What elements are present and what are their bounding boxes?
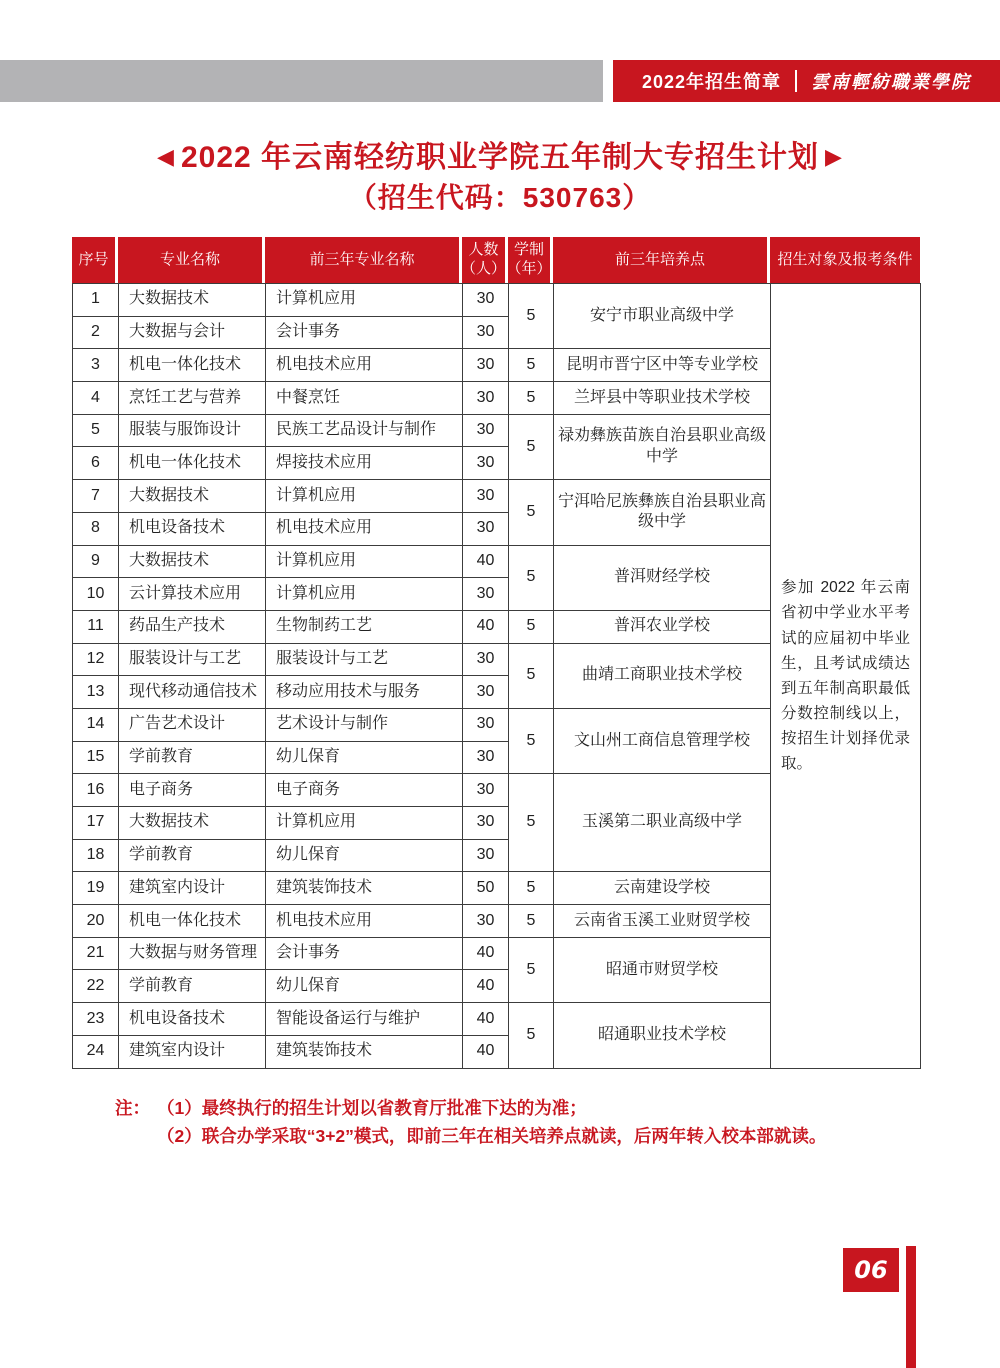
count-cell: 30: [463, 284, 509, 317]
major-cell: 学前教育: [119, 839, 266, 872]
table-row: [73, 284, 921, 317]
count-cell: 30: [463, 349, 509, 382]
major-cell: 机电设备技术: [119, 512, 266, 545]
row-number-cell: 10: [73, 578, 119, 611]
count-cell: 30: [463, 774, 509, 807]
banner-gray-bar: [0, 60, 603, 102]
major-cell: 服装与服饰设计: [119, 414, 266, 447]
years-cell: 5: [509, 349, 554, 382]
training-site-cell: 普洱财经学校: [554, 545, 771, 610]
training-site-cell: 文山州工商信息管理学校: [554, 708, 771, 773]
major-cell: 大数据技术: [119, 284, 266, 317]
pre-major-cell: 幼儿保育: [266, 970, 463, 1003]
training-site-cell: 云南省玉溪工业财贸学校: [554, 905, 771, 938]
pre-major-cell: 计算机应用: [266, 807, 463, 840]
header-training-site: 前三年培养点: [553, 237, 770, 283]
enrollment-plan-table: [72, 237, 920, 1069]
years-cell: 5: [509, 1003, 554, 1068]
training-site-cell: 安宁市职业高级中学: [554, 284, 771, 349]
pre-major-cell: 机电技术应用: [266, 905, 463, 938]
major-cell: 机电一体化技术: [119, 349, 266, 382]
pre-major-cell: 计算机应用: [266, 480, 463, 513]
row-number-cell: 4: [73, 382, 119, 415]
years-cell: 5: [509, 480, 554, 545]
footnote-line-1: （1）最终执行的招生计划以省教育厅批准下达的为准；: [157, 1098, 587, 1118]
header-years: 学制（年）: [508, 237, 553, 283]
years-cell: 5: [509, 610, 554, 643]
count-cell: 30: [463, 643, 509, 676]
page-title-text: 2022 年云南轻纺职业学院五年制大专招生计划: [180, 141, 820, 174]
years-cell: 5: [509, 708, 554, 773]
years-cell: 5: [509, 643, 554, 708]
pre-major-cell: 幼儿保育: [266, 741, 463, 774]
header-pre-major: 前三年专业名称: [265, 237, 462, 283]
count-cell: 30: [463, 316, 509, 349]
major-cell: 大数据与财务管理: [119, 937, 266, 970]
pre-major-cell: 艺术设计与制作: [266, 708, 463, 741]
row-number-cell: 13: [73, 676, 119, 709]
count-cell: 40: [463, 1035, 509, 1068]
pre-major-cell: 计算机应用: [266, 545, 463, 578]
count-cell: 30: [463, 480, 509, 513]
row-number-cell: 7: [73, 480, 119, 513]
row-number-cell: 24: [73, 1035, 119, 1068]
header-major: 专业名称: [118, 237, 265, 283]
major-cell: 现代移动通信技术: [119, 676, 266, 709]
major-cell: 烹饪工艺与营养: [119, 382, 266, 415]
major-cell: 电子商务: [119, 774, 266, 807]
count-cell: 30: [463, 708, 509, 741]
header-admission-requirement: 招生对象及报考条件: [770, 237, 920, 283]
pre-major-cell: 建筑装饰技术: [266, 1035, 463, 1068]
years-cell: 5: [509, 382, 554, 415]
count-cell: 50: [463, 872, 509, 905]
row-number-cell: 15: [73, 741, 119, 774]
page-number-badge: 06: [843, 1248, 899, 1292]
count-cell: 40: [463, 937, 509, 970]
count-cell: 30: [463, 578, 509, 611]
pre-major-cell: 会计事务: [266, 316, 463, 349]
pre-major-cell: 建筑装饰技术: [266, 872, 463, 905]
years-cell: 5: [509, 284, 554, 349]
admission-code-subtitle: （招生代码：530763）: [348, 182, 652, 213]
top-banner: [0, 60, 1000, 102]
pre-major-cell: 中餐烹饪: [266, 382, 463, 415]
table-body: [73, 284, 921, 1069]
row-number-cell: 5: [73, 414, 119, 447]
title-arrow-left-icon: ◀: [157, 144, 175, 169]
major-cell: 学前教育: [119, 970, 266, 1003]
footnotes: [115, 1094, 826, 1150]
pre-major-cell: 机电技术应用: [266, 349, 463, 382]
pre-major-cell: 移动应用技术与服务: [266, 676, 463, 709]
major-cell: 大数据技术: [119, 480, 266, 513]
pre-major-cell: 机电技术应用: [266, 512, 463, 545]
row-number-cell: 21: [73, 937, 119, 970]
major-cell: 药品生产技术: [119, 610, 266, 643]
count-cell: 30: [463, 807, 509, 840]
pre-major-cell: 幼儿保育: [266, 839, 463, 872]
count-cell: 30: [463, 447, 509, 480]
admission-requirement-cell: 参加 2022 年云南省初中学业水平考试的应届初中毕业生，且考试成绩达到五年制高职最低分数控制线以上，按招生计划择优录取。: [771, 284, 921, 1069]
pre-major-cell: 计算机应用: [266, 284, 463, 317]
training-site-cell: 曲靖工商职业技术学校: [554, 643, 771, 708]
header-row-number: 序号: [72, 237, 118, 283]
row-number-cell: 18: [73, 839, 119, 872]
pre-major-cell: 焊接技术应用: [266, 447, 463, 480]
row-number-cell: 1: [73, 284, 119, 317]
major-cell: 建筑室内设计: [119, 872, 266, 905]
count-cell: 30: [463, 676, 509, 709]
pre-major-cell: 智能设备运行与维护: [266, 1003, 463, 1036]
row-number-cell: 20: [73, 905, 119, 938]
row-number-cell: 17: [73, 807, 119, 840]
training-site-cell: 兰坪县中等职业技术学校: [554, 382, 771, 415]
training-site-cell: 禄劝彝族苗族自治县职业高级中学: [554, 414, 771, 479]
banner-red-bar: [613, 60, 1000, 102]
major-cell: 大数据与会计: [119, 316, 266, 349]
count-cell: 30: [463, 741, 509, 774]
banner-brochure-title: 2022年招生简章: [641, 72, 782, 92]
major-cell: 大数据技术: [119, 545, 266, 578]
row-number-cell: 12: [73, 643, 119, 676]
training-site-cell: 昆明市晋宁区中等专业学校: [554, 349, 771, 382]
header-count: 人数（人）: [462, 237, 508, 283]
training-site-cell: 昭通职业技术学校: [554, 1003, 771, 1068]
count-cell: 30: [463, 414, 509, 447]
page-number-bar: [906, 1246, 916, 1368]
major-cell: 大数据技术: [119, 807, 266, 840]
count-cell: 40: [463, 1003, 509, 1036]
training-site-cell: 云南建设学校: [554, 872, 771, 905]
years-cell: 5: [509, 872, 554, 905]
count-cell: 40: [463, 545, 509, 578]
count-cell: 30: [463, 839, 509, 872]
pre-major-cell: 计算机应用: [266, 578, 463, 611]
major-cell: 广告艺术设计: [119, 708, 266, 741]
count-cell: 30: [463, 512, 509, 545]
table-grid: [72, 283, 921, 1069]
row-number-cell: 9: [73, 545, 119, 578]
row-number-cell: 19: [73, 872, 119, 905]
count-cell: 40: [463, 610, 509, 643]
years-cell: 5: [509, 937, 554, 1002]
training-site-cell: 宁洱哈尼族彝族自治县职业高级中学: [554, 480, 771, 545]
footnote-line-2: （2）联合办学采取“3+2”模式，即前三年在相关培养点就读，后两年转入校本部就读。: [157, 1126, 827, 1146]
major-cell: 学前教育: [119, 741, 266, 774]
major-cell: 机电一体化技术: [119, 905, 266, 938]
pre-major-cell: 电子商务: [266, 774, 463, 807]
row-number-cell: 8: [73, 512, 119, 545]
count-cell: 30: [463, 905, 509, 938]
footnote-label: 注：: [115, 1098, 150, 1118]
pre-major-cell: 民族工艺品设计与制作: [266, 414, 463, 447]
major-cell: 机电一体化技术: [119, 447, 266, 480]
training-site-cell: 昭通市财贸学校: [554, 937, 771, 1002]
major-cell: 服装设计与工艺: [119, 643, 266, 676]
major-cell: 机电设备技术: [119, 1003, 266, 1036]
banner-school-name: 雲南輕紡職業學院: [811, 72, 972, 92]
row-number-cell: 22: [73, 970, 119, 1003]
training-site-cell: 普洱农业学校: [554, 610, 771, 643]
pre-major-cell: 会计事务: [266, 937, 463, 970]
banner-separator: [795, 70, 797, 92]
count-cell: 40: [463, 970, 509, 1003]
page-title: [0, 132, 1000, 176]
row-number-cell: 23: [73, 1003, 119, 1036]
row-number-cell: 14: [73, 708, 119, 741]
table-header-row: [72, 237, 920, 283]
years-cell: 5: [509, 414, 554, 479]
row-number-cell: 2: [73, 316, 119, 349]
row-number-cell: 6: [73, 447, 119, 480]
row-number-cell: 3: [73, 349, 119, 382]
row-number-cell: 11: [73, 610, 119, 643]
years-cell: 5: [509, 774, 554, 872]
training-site-cell: 玉溪第二职业高级中学: [554, 774, 771, 872]
count-cell: 30: [463, 382, 509, 415]
pre-major-cell: 服装设计与工艺: [266, 643, 463, 676]
row-number-cell: 16: [73, 774, 119, 807]
major-cell: 建筑室内设计: [119, 1035, 266, 1068]
years-cell: 5: [509, 905, 554, 938]
title-arrow-right-icon: ▶: [825, 144, 843, 169]
major-cell: 云计算技术应用: [119, 578, 266, 611]
years-cell: 5: [509, 545, 554, 610]
pre-major-cell: 生物制药工艺: [266, 610, 463, 643]
